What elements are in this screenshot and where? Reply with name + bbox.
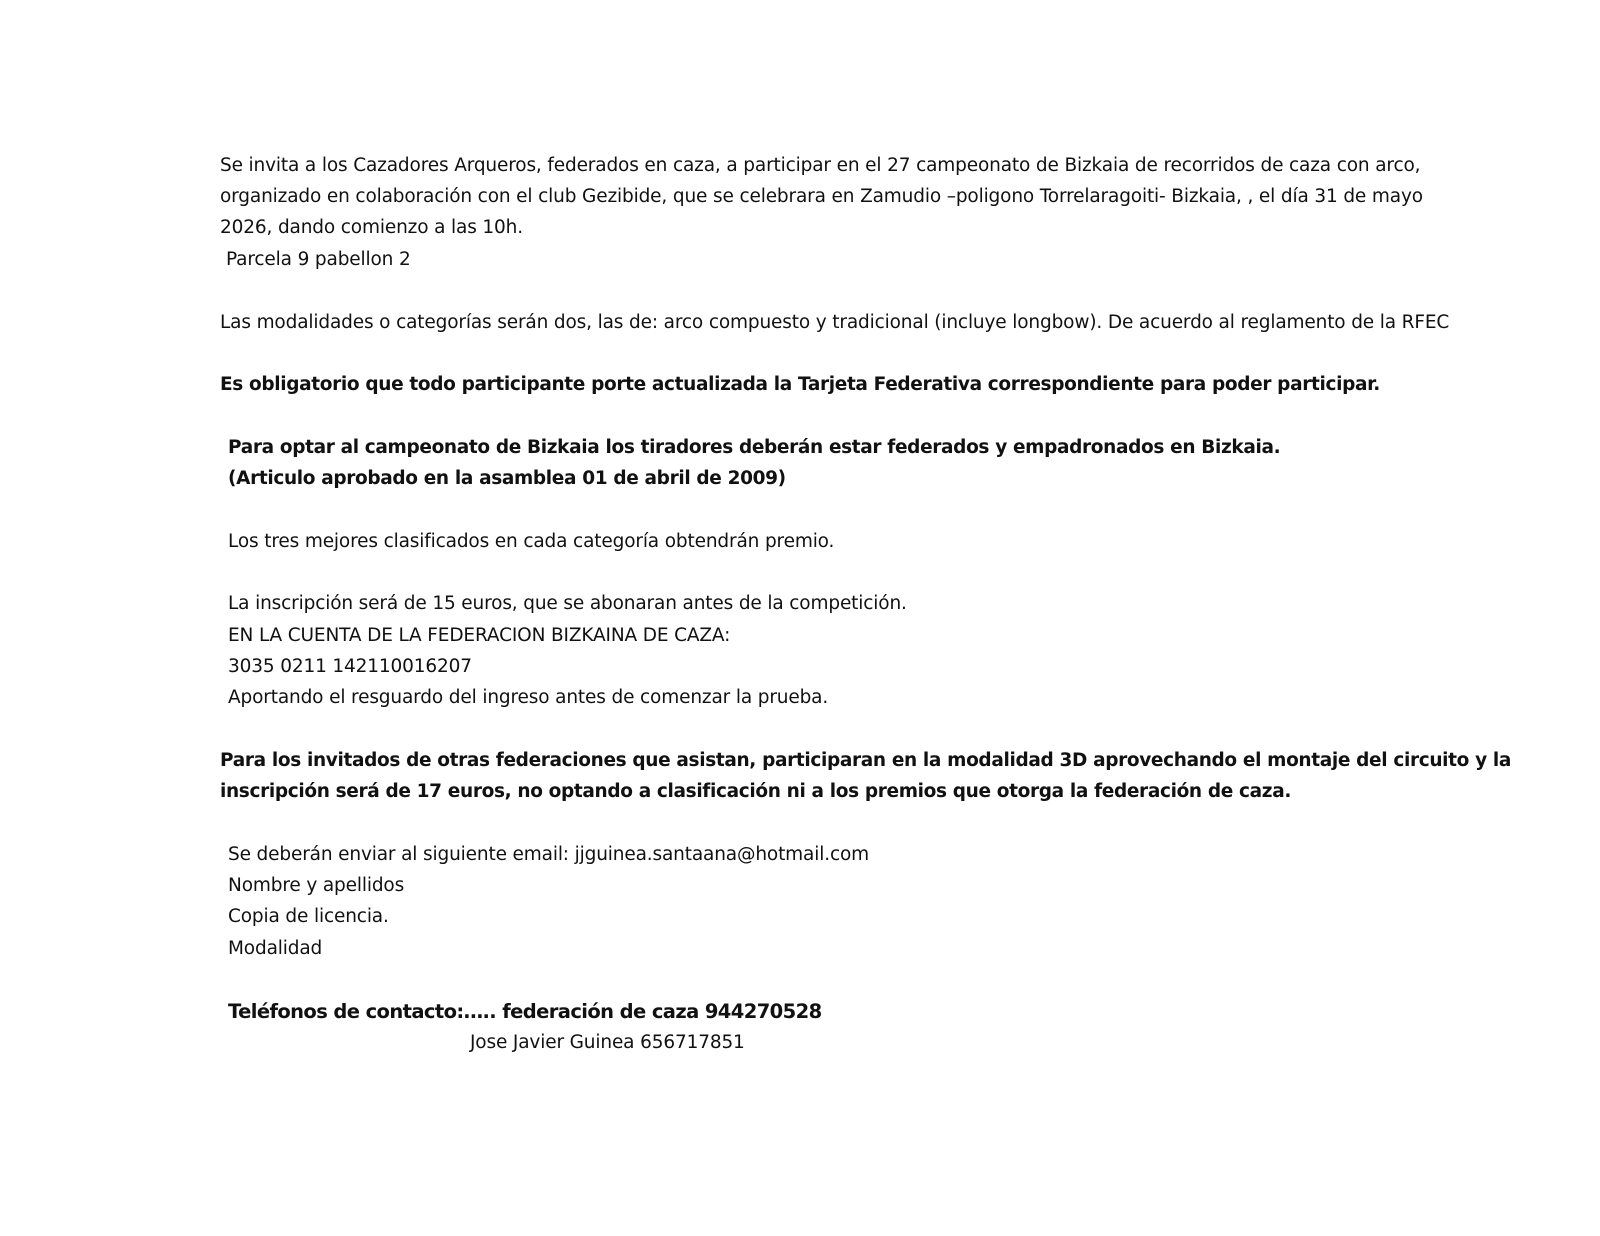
contact-phones: Teléfonos de contacto:….. federación de caza 944270528 (228, 1000, 822, 1023)
email-item-name: Nombre y apellidos (228, 875, 405, 896)
mandatory-notice: Es obligatorio que todo participante porte actualizada la Tarjeta Federativa correspondiente para poder participar. (220, 374, 1380, 395)
receipt-line: Aportando el resguardo del ingreso antes de comenzar la prueba. (228, 687, 829, 708)
contact-person: Jose Javier Guinea 656717851 (470, 1032, 745, 1053)
account-number: 3035 0211 142110016207 (228, 656, 472, 677)
email-item-modality: Modalidad (228, 938, 323, 959)
eligibility-line-2: (Articulo aprobado en la asamblea 01 de abril de 2009) (228, 468, 786, 489)
email-item-license: Copia de licencia. (228, 906, 389, 927)
guests-line-2: inscripción será de 17 euros, no optando a clasificación ni a los premios que otorga la federación de caza. (220, 781, 1292, 802)
intro-line-2: organizado en colaboración con el club Gezibide, que se celebrara en Zamudio –poligono Torrelaragoiti- Bizkaia, , el día 31 de mayo (220, 186, 1423, 207)
email-intro: Se deberán enviar al siguiente email: jjguinea.santaana@hotmail.com (228, 844, 870, 865)
eligibility-line-1: Para optar al campeonato de Bizkaia los tiradores deberán estar federados y empadronados en Bizkaia. (228, 437, 1281, 458)
prizes-paragraph: Los tres mejores clasificados en cada categoría obtendrán premio. (228, 531, 835, 552)
registration-fee: La inscripción será de 15 euros, que se abonaran antes de la competición. (228, 593, 907, 614)
guests-line-1: Para los invitados de otras federaciones que asistan, participaran en la modalidad 3D aprovechando el montaje del circuito y la (220, 750, 1512, 771)
intro-line-1: Se invita a los Cazadores Arqueros, federados en caza, a participar en el 27 campeonato de Bizkaia de recorridos de caza con arco, (220, 155, 1421, 176)
modalities-paragraph: Las modalidades o categorías serán dos, las de: arco compuesto y tradicional (incluye longbow). De acuerdo al reglamento de la RFEC (220, 312, 1450, 333)
location-line: Parcela 9 pabellon 2 (226, 249, 411, 270)
account-label: EN LA CUENTA DE LA FEDERACION BIZKAINA DE CAZA: (228, 625, 731, 646)
intro-line-3: 2026, dando comienzo a las 10h. (220, 217, 523, 238)
